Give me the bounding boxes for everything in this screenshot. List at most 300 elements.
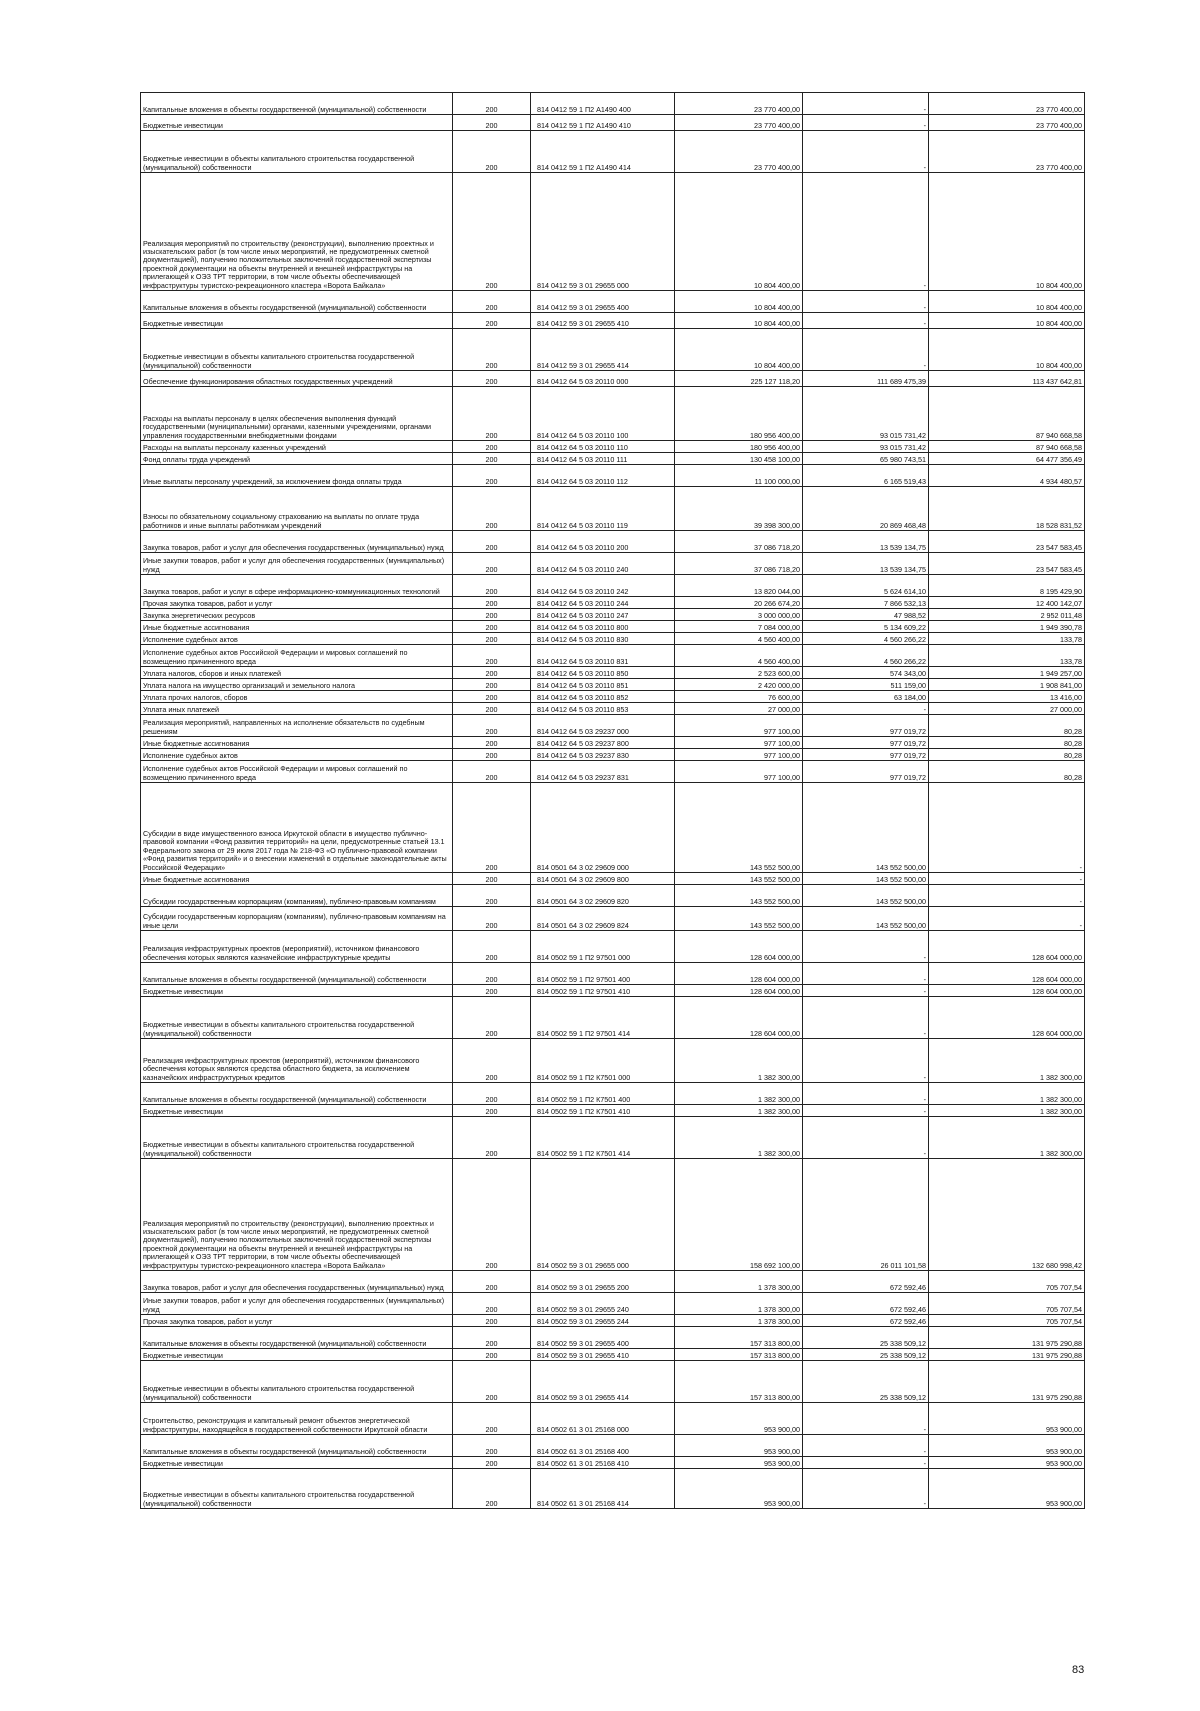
row-name: Закупка товаров, работ и услуг для обеспечения государственных (муниципальных) нужд: [141, 1271, 453, 1293]
row-line-code: 200: [453, 1435, 531, 1457]
row-name: Иные бюджетные ассигнования: [141, 873, 453, 885]
row-executed-amount: 111 689 475,39: [803, 371, 929, 387]
row-line-code: 200: [453, 783, 531, 873]
row-executed-amount: -: [803, 1403, 929, 1435]
table-row: [141, 465, 1085, 487]
row-classification-code: 814 0502 59 3 01 29655 240: [531, 1293, 675, 1315]
row-approved-amount: 1 382 300,00: [675, 1105, 803, 1117]
row-name: Исполнение судебных актов Российской Федерации и мировых соглашений по возмещению причиненного вреда: [141, 645, 453, 667]
row-name: Бюджетные инвестиции: [141, 313, 453, 329]
row-unexecuted-amount: 1 382 300,00: [929, 1083, 1085, 1105]
row-unexecuted-amount: -: [929, 873, 1085, 885]
row-unexecuted-amount: 64 477 356,49: [929, 453, 1085, 465]
row-executed-amount: 25 338 509,12: [803, 1361, 929, 1403]
row-name: Обеспечение функционирования областных государственных учреждений: [141, 371, 453, 387]
row-unexecuted-amount: 131 975 290,88: [929, 1361, 1085, 1403]
row-line-code: 200: [453, 667, 531, 679]
row-classification-code: 814 0502 59 1 П2 97501 000: [531, 931, 675, 963]
row-approved-amount: 128 604 000,00: [675, 963, 803, 985]
row-approved-amount: 37 086 718,20: [675, 553, 803, 575]
row-approved-amount: 225 127 118,20: [675, 371, 803, 387]
row-line-code: 200: [453, 1105, 531, 1117]
row-classification-code: 814 0412 64 5 03 20110 000: [531, 371, 675, 387]
row-approved-amount: 977 100,00: [675, 715, 803, 737]
row-approved-amount: 977 100,00: [675, 761, 803, 783]
table-row: [141, 609, 1085, 621]
row-classification-code: 814 0412 64 5 03 20110 111: [531, 453, 675, 465]
row-approved-amount: 128 604 000,00: [675, 931, 803, 963]
row-name: Реализация мероприятий по строительству (реконструкции), выполнению проектных и изыскательских работ (в том числе иных мероприятий, не предусмотренных сметной документацией), получению положительных заключений государственной экспертизы проектной документации на объекты внутренней и внешней инфраструктуры на прилегающей к ОЭЗ ТРТ территории, в том числе объекты обеспечивающей инфраструктуры туристско-рекреационного кластера «Ворота Байкала»: [141, 1159, 453, 1271]
row-classification-code: 814 0502 59 1 П2 97501 410: [531, 985, 675, 997]
table-row: [141, 1403, 1085, 1435]
row-approved-amount: 977 100,00: [675, 737, 803, 749]
table-row: [141, 737, 1085, 749]
table-row: [141, 1105, 1085, 1117]
row-unexecuted-amount: -: [929, 885, 1085, 907]
row-name: Капитальные вложения в объекты государственной (муниципальной) собственности: [141, 93, 453, 115]
row-executed-amount: 6 165 519,43: [803, 465, 929, 487]
table-row: [141, 715, 1085, 737]
row-line-code: 200: [453, 691, 531, 703]
row-name: Бюджетные инвестиции в объекты капитального строительства государственной (муниципальной) собственности: [141, 1469, 453, 1509]
table-row: [141, 441, 1085, 453]
row-line-code: 200: [453, 885, 531, 907]
table-row: [141, 115, 1085, 131]
row-executed-amount: 977 019,72: [803, 761, 929, 783]
row-name: Субсидии государственным корпорациям (компаниям), публично-правовым компаниям на иные цели: [141, 907, 453, 931]
row-classification-code: 814 0412 64 5 03 29237 831: [531, 761, 675, 783]
row-name: Бюджетные инвестиции в объекты капитального строительства государственной (муниципальной) собственности: [141, 1117, 453, 1159]
row-name: Исполнение судебных актов: [141, 749, 453, 761]
row-executed-amount: 25 338 509,12: [803, 1327, 929, 1349]
row-unexecuted-amount: 132 680 998,42: [929, 1159, 1085, 1271]
row-approved-amount: 2 420 000,00: [675, 679, 803, 691]
row-classification-code: 814 0502 61 3 01 25168 414: [531, 1469, 675, 1509]
row-approved-amount: 37 086 718,20: [675, 531, 803, 553]
row-name: Капитальные вложения в объекты государственной (муниципальной) собственности: [141, 1327, 453, 1349]
row-name: Уплата прочих налогов, сборов: [141, 691, 453, 703]
row-approved-amount: 76 600,00: [675, 691, 803, 703]
row-line-code: 200: [453, 931, 531, 963]
row-unexecuted-amount: 128 604 000,00: [929, 997, 1085, 1039]
row-unexecuted-amount: 13 416,00: [929, 691, 1085, 703]
row-executed-amount: -: [803, 115, 929, 131]
row-executed-amount: 63 184,00: [803, 691, 929, 703]
row-line-code: 200: [453, 115, 531, 131]
table-row: [141, 531, 1085, 553]
row-classification-code: 814 0502 59 3 01 29655 410: [531, 1349, 675, 1361]
row-classification-code: 814 0412 59 3 01 29655 414: [531, 329, 675, 371]
row-line-code: 200: [453, 465, 531, 487]
row-name: Капитальные вложения в объекты государственной (муниципальной) собственности: [141, 1435, 453, 1457]
row-approved-amount: 1 382 300,00: [675, 1039, 803, 1083]
row-approved-amount: 39 398 300,00: [675, 487, 803, 531]
row-executed-amount: 4 560 266,22: [803, 645, 929, 667]
row-executed-amount: 13 539 134,75: [803, 553, 929, 575]
row-line-code: 200: [453, 761, 531, 783]
row-unexecuted-amount: 80,28: [929, 749, 1085, 761]
table-row: [141, 633, 1085, 645]
row-classification-code: 814 0412 64 5 03 20110 112: [531, 465, 675, 487]
row-executed-amount: -: [803, 291, 929, 313]
row-approved-amount: 3 000 000,00: [675, 609, 803, 621]
row-executed-amount: -: [803, 703, 929, 715]
row-name: Реализация инфраструктурных проектов (мероприятий), источником финансового обеспечения которых являются средства областного бюджета, за исключением казначейских инфраструктурных кредитов: [141, 1039, 453, 1083]
row-classification-code: 814 0412 59 3 01 29655 000: [531, 173, 675, 291]
row-unexecuted-amount: 87 940 668,58: [929, 441, 1085, 453]
row-executed-amount: 7 866 532,13: [803, 597, 929, 609]
table-row: [141, 873, 1085, 885]
row-line-code: 200: [453, 1361, 531, 1403]
row-classification-code: 814 0502 61 3 01 25168 400: [531, 1435, 675, 1457]
row-classification-code: 814 0412 64 5 03 20110 852: [531, 691, 675, 703]
row-line-code: 200: [453, 131, 531, 173]
row-unexecuted-amount: 1 949 257,00: [929, 667, 1085, 679]
row-approved-amount: 953 900,00: [675, 1469, 803, 1509]
table-row: [141, 387, 1085, 441]
row-approved-amount: 953 900,00: [675, 1435, 803, 1457]
row-line-code: 200: [453, 453, 531, 465]
row-classification-code: 814 0502 59 1 П2 К7501 410: [531, 1105, 675, 1117]
row-classification-code: 814 0412 64 5 03 29237 800: [531, 737, 675, 749]
row-classification-code: 814 0412 64 5 03 20110 831: [531, 645, 675, 667]
row-unexecuted-amount: 128 604 000,00: [929, 985, 1085, 997]
table-row: [141, 645, 1085, 667]
row-unexecuted-amount: 80,28: [929, 737, 1085, 749]
row-executed-amount: 26 011 101,58: [803, 1159, 929, 1271]
row-unexecuted-amount: 23 770 400,00: [929, 115, 1085, 131]
row-line-code: 200: [453, 1457, 531, 1469]
row-line-code: 200: [453, 873, 531, 885]
row-unexecuted-amount: 1 382 300,00: [929, 1105, 1085, 1117]
table-row: [141, 997, 1085, 1039]
row-name: Строительство, реконструкция и капитальный ремонт объектов энергетической инфраструктуры, находящейся в государственной собственности Иркутской области: [141, 1403, 453, 1435]
row-executed-amount: 93 015 731,42: [803, 387, 929, 441]
row-line-code: 200: [453, 1293, 531, 1315]
row-executed-amount: 977 019,72: [803, 737, 929, 749]
row-line-code: 200: [453, 1271, 531, 1293]
table-row: [141, 1435, 1085, 1457]
row-line-code: 200: [453, 715, 531, 737]
row-unexecuted-amount: 27 000,00: [929, 703, 1085, 715]
row-approved-amount: 1 378 300,00: [675, 1293, 803, 1315]
row-line-code: 200: [453, 1039, 531, 1083]
row-classification-code: 814 0412 59 1 П2 А1490 414: [531, 131, 675, 173]
row-approved-amount: 10 804 400,00: [675, 329, 803, 371]
row-unexecuted-amount: 87 940 668,58: [929, 387, 1085, 441]
row-classification-code: 814 0502 59 3 01 29655 200: [531, 1271, 675, 1293]
table-row: [141, 1315, 1085, 1327]
row-approved-amount: 953 900,00: [675, 1457, 803, 1469]
table-row: [141, 1293, 1085, 1315]
row-line-code: 200: [453, 487, 531, 531]
row-classification-code: 814 0412 64 5 03 20110 244: [531, 597, 675, 609]
row-executed-amount: -: [803, 1435, 929, 1457]
row-line-code: 200: [453, 1315, 531, 1327]
row-classification-code: 814 0412 64 5 03 20110 110: [531, 441, 675, 453]
row-executed-amount: 47 988,52: [803, 609, 929, 621]
table-row: [141, 907, 1085, 931]
row-classification-code: 814 0502 59 3 01 29655 000: [531, 1159, 675, 1271]
row-classification-code: 814 0502 59 3 01 29655 244: [531, 1315, 675, 1327]
page-number: 83: [1072, 1664, 1085, 1676]
table-row: [141, 703, 1085, 715]
row-name: Уплата налога на имущество организаций и земельного налога: [141, 679, 453, 691]
row-name: Уплата иных платежей: [141, 703, 453, 715]
row-classification-code: 814 0501 64 3 02 29609 820: [531, 885, 675, 907]
row-unexecuted-amount: 953 900,00: [929, 1457, 1085, 1469]
table-row: [141, 679, 1085, 691]
row-unexecuted-amount: 23 547 583,45: [929, 531, 1085, 553]
table-row: [141, 985, 1085, 997]
row-approved-amount: 1 382 300,00: [675, 1117, 803, 1159]
table-row: [141, 173, 1085, 291]
row-line-code: 200: [453, 329, 531, 371]
table-row: [141, 1327, 1085, 1349]
row-line-code: 200: [453, 597, 531, 609]
row-executed-amount: 143 552 500,00: [803, 873, 929, 885]
row-line-code: 200: [453, 749, 531, 761]
table-row: [141, 1271, 1085, 1293]
row-line-code: 200: [453, 997, 531, 1039]
row-executed-amount: 93 015 731,42: [803, 441, 929, 453]
row-unexecuted-amount: 133,78: [929, 645, 1085, 667]
row-classification-code: 814 0412 64 5 03 20110 830: [531, 633, 675, 645]
row-classification-code: 814 0412 64 5 03 29237 830: [531, 749, 675, 761]
row-unexecuted-amount: 131 975 290,88: [929, 1349, 1085, 1361]
row-line-code: 200: [453, 609, 531, 621]
row-name: Взносы по обязательному социальному страхованию на выплаты по оплате труда работников и иные выплаты работникам учреждений: [141, 487, 453, 531]
table-row: [141, 1361, 1085, 1403]
row-name: Закупка энергетических ресурсов: [141, 609, 453, 621]
row-classification-code: 814 0412 59 3 01 29655 410: [531, 313, 675, 329]
row-approved-amount: 23 770 400,00: [675, 131, 803, 173]
row-unexecuted-amount: 1 949 390,78: [929, 621, 1085, 633]
row-executed-amount: -: [803, 173, 929, 291]
row-classification-code: 814 0501 64 3 02 29609 800: [531, 873, 675, 885]
row-executed-amount: 511 159,00: [803, 679, 929, 691]
row-approved-amount: 953 900,00: [675, 1403, 803, 1435]
row-line-code: 200: [453, 645, 531, 667]
row-executed-amount: -: [803, 1105, 929, 1117]
row-unexecuted-amount: 128 604 000,00: [929, 963, 1085, 985]
row-executed-amount: 672 592,46: [803, 1315, 929, 1327]
row-classification-code: 814 0412 64 5 03 20110 119: [531, 487, 675, 531]
row-approved-amount: 977 100,00: [675, 749, 803, 761]
table-row: [141, 621, 1085, 633]
row-name: Закупка товаров, работ и услуг для обеспечения государственных (муниципальных) нужд: [141, 531, 453, 553]
row-executed-amount: 143 552 500,00: [803, 783, 929, 873]
row-classification-code: 814 0412 64 5 03 20110 853: [531, 703, 675, 715]
row-approved-amount: 1 378 300,00: [675, 1315, 803, 1327]
row-approved-amount: 7 084 000,00: [675, 621, 803, 633]
table-row: [141, 371, 1085, 387]
table-row: [141, 667, 1085, 679]
row-unexecuted-amount: 4 934 480,57: [929, 465, 1085, 487]
row-line-code: 200: [453, 291, 531, 313]
row-executed-amount: 977 019,72: [803, 715, 929, 737]
row-unexecuted-amount: 705 707,54: [929, 1271, 1085, 1293]
row-approved-amount: 10 804 400,00: [675, 291, 803, 313]
row-classification-code: 814 0412 59 1 П2 А1490 400: [531, 93, 675, 115]
row-name: Бюджетные инвестиции: [141, 115, 453, 131]
row-approved-amount: 130 458 100,00: [675, 453, 803, 465]
row-classification-code: 814 0412 64 5 03 20110 100: [531, 387, 675, 441]
row-name: Капитальные вложения в объекты государственной (муниципальной) собственности: [141, 291, 453, 313]
row-name: Бюджетные инвестиции в объекты капитального строительства государственной (муниципальной) собственности: [141, 329, 453, 371]
row-name: Бюджетные инвестиции: [141, 1105, 453, 1117]
row-name: Фонд оплаты труда учреждений: [141, 453, 453, 465]
row-line-code: 200: [453, 1083, 531, 1105]
table-row: [141, 761, 1085, 783]
table-row: [141, 487, 1085, 531]
row-executed-amount: 25 338 509,12: [803, 1349, 929, 1361]
row-classification-code: 814 0412 64 5 03 20110 240: [531, 553, 675, 575]
row-executed-amount: -: [803, 1039, 929, 1083]
row-executed-amount: 574 343,00: [803, 667, 929, 679]
row-executed-amount: -: [803, 997, 929, 1039]
row-classification-code: 814 0501 64 3 02 29609 824: [531, 907, 675, 931]
table-row: [141, 1039, 1085, 1083]
row-unexecuted-amount: 23 770 400,00: [929, 131, 1085, 173]
row-unexecuted-amount: 2 952 011,48: [929, 609, 1085, 621]
row-approved-amount: 1 378 300,00: [675, 1271, 803, 1293]
row-name: Исполнение судебных актов Российской Федерации и мировых соглашений по возмещению причиненного вреда: [141, 761, 453, 783]
row-executed-amount: 13 539 134,75: [803, 531, 929, 553]
row-line-code: 200: [453, 737, 531, 749]
row-line-code: 200: [453, 907, 531, 931]
row-executed-amount: 5 624 614,10: [803, 575, 929, 597]
row-name: Расходы на выплаты персоналу в целях обеспечения выполнения функций государственными (муниципальными) органами, казенными учреждениями, органами управления государственными внебюджетными фондами: [141, 387, 453, 441]
row-line-code: 200: [453, 93, 531, 115]
table-row: [141, 131, 1085, 173]
row-approved-amount: 143 552 500,00: [675, 885, 803, 907]
row-line-code: 200: [453, 621, 531, 633]
row-executed-amount: 65 980 743,51: [803, 453, 929, 465]
row-unexecuted-amount: 12 400 142,07: [929, 597, 1085, 609]
row-executed-amount: -: [803, 931, 929, 963]
row-executed-amount: -: [803, 963, 929, 985]
row-classification-code: 814 0502 59 1 П2 К7501 000: [531, 1039, 675, 1083]
row-executed-amount: 143 552 500,00: [803, 907, 929, 931]
row-name: Реализация мероприятий по строительству (реконструкции), выполнению проектных и изыскательских работ (в том числе иных мероприятий, не предусмотренных сметной документацией), получению положительных заключений государственной экспертизы проектной документации на объекты внутренней и внешней инфраструктуры на прилегающей к ОЭЗ ТРТ территории, в том числе объекты обеспечивающей инфраструктуры туристско-рекреационного кластера «Ворота Байкала»: [141, 173, 453, 291]
row-unexecuted-amount: 80,28: [929, 715, 1085, 737]
row-line-code: 200: [453, 441, 531, 453]
row-line-code: 200: [453, 963, 531, 985]
row-classification-code: 814 0412 64 5 03 20110 242: [531, 575, 675, 597]
row-approved-amount: 158 692 100,00: [675, 1159, 803, 1271]
row-unexecuted-amount: 23 770 400,00: [929, 93, 1085, 115]
row-classification-code: 814 0412 59 3 01 29655 400: [531, 291, 675, 313]
row-approved-amount: 20 266 674,20: [675, 597, 803, 609]
row-executed-amount: -: [803, 329, 929, 371]
row-unexecuted-amount: 1 382 300,00: [929, 1039, 1085, 1083]
row-classification-code: 814 0412 64 5 03 20110 850: [531, 667, 675, 679]
table-row: [141, 313, 1085, 329]
row-name: Прочая закупка товаров, работ и услуг: [141, 1315, 453, 1327]
table-row: [141, 291, 1085, 313]
table-row: [141, 453, 1085, 465]
row-classification-code: 814 0502 61 3 01 25168 410: [531, 1457, 675, 1469]
row-name: Расходы на выплаты персоналу казенных учреждений: [141, 441, 453, 453]
budget-execution-table: [140, 92, 1085, 1509]
row-name: Исполнение судебных актов: [141, 633, 453, 645]
row-name: Бюджетные инвестиции: [141, 1349, 453, 1361]
row-classification-code: 814 0502 61 3 01 25168 000: [531, 1403, 675, 1435]
row-classification-code: 814 0412 64 5 03 20110 200: [531, 531, 675, 553]
row-unexecuted-amount: 18 528 831,52: [929, 487, 1085, 531]
row-approved-amount: 2 523 600,00: [675, 667, 803, 679]
row-executed-amount: -: [803, 1469, 929, 1509]
table-row: [141, 575, 1085, 597]
row-unexecuted-amount: 113 437 642,81: [929, 371, 1085, 387]
row-executed-amount: 672 592,46: [803, 1293, 929, 1315]
table-body: [141, 93, 1085, 1509]
row-approved-amount: 1 382 300,00: [675, 1083, 803, 1105]
row-classification-code: 814 0502 59 1 П2 К7501 414: [531, 1117, 675, 1159]
table-row: [141, 1469, 1085, 1509]
row-name: Уплата налогов, сборов и иных платежей: [141, 667, 453, 679]
row-line-code: 200: [453, 679, 531, 691]
row-unexecuted-amount: 953 900,00: [929, 1435, 1085, 1457]
table-row: [141, 783, 1085, 873]
row-approved-amount: 180 956 400,00: [675, 387, 803, 441]
row-line-code: 200: [453, 1469, 531, 1509]
row-approved-amount: 157 313 800,00: [675, 1361, 803, 1403]
row-name: Реализация мероприятий, направленных на исполнение обязательств по судебным решениям: [141, 715, 453, 737]
row-line-code: 200: [453, 387, 531, 441]
row-line-code: 200: [453, 633, 531, 645]
row-classification-code: 814 0502 59 3 01 29655 400: [531, 1327, 675, 1349]
row-name: Бюджетные инвестиции: [141, 985, 453, 997]
row-name: Капитальные вложения в объекты государственной (муниципальной) собственности: [141, 963, 453, 985]
row-approved-amount: 180 956 400,00: [675, 441, 803, 453]
table-row: [141, 691, 1085, 703]
row-approved-amount: 23 770 400,00: [675, 115, 803, 131]
row-line-code: 200: [453, 575, 531, 597]
row-name: Субсидии в виде имущественного взноса Иркутской области в имущество публично-правовой компании «Фонд развития территорий» на цели, предусмотренные статьей 13.1 Федерального закона от 29 июля 2017 года № 218-ФЗ «О публично-правовой компании «Фонд развития территорий» и о внесении изменений в отдельные законодательные акты Российской Федерации»: [141, 783, 453, 873]
row-approved-amount: 4 560 400,00: [675, 645, 803, 667]
row-name: Бюджетные инвестиции: [141, 1457, 453, 1469]
row-unexecuted-amount: 10 804 400,00: [929, 329, 1085, 371]
row-unexecuted-amount: 705 707,54: [929, 1315, 1085, 1327]
table-row: [141, 963, 1085, 985]
row-line-code: 200: [453, 173, 531, 291]
table-row: [141, 1083, 1085, 1105]
row-approved-amount: 143 552 500,00: [675, 783, 803, 873]
row-approved-amount: 27 000,00: [675, 703, 803, 715]
row-unexecuted-amount: 10 804 400,00: [929, 291, 1085, 313]
row-unexecuted-amount: 705 707,54: [929, 1293, 1085, 1315]
table-row: [141, 1159, 1085, 1271]
row-approved-amount: 10 804 400,00: [675, 173, 803, 291]
row-unexecuted-amount: 8 195 429,90: [929, 575, 1085, 597]
row-classification-code: 814 0412 64 5 03 20110 247: [531, 609, 675, 621]
row-classification-code: 814 0501 64 3 02 29609 000: [531, 783, 675, 873]
row-name: Иные бюджетные ассигнования: [141, 621, 453, 633]
row-unexecuted-amount: 133,78: [929, 633, 1085, 645]
row-approved-amount: 13 820 044,00: [675, 575, 803, 597]
table-row: [141, 749, 1085, 761]
row-line-code: 200: [453, 531, 531, 553]
row-unexecuted-amount: -: [929, 907, 1085, 931]
row-approved-amount: 143 552 500,00: [675, 873, 803, 885]
table-row: [141, 1457, 1085, 1469]
row-line-code: 200: [453, 553, 531, 575]
row-classification-code: 814 0502 59 1 П2 97501 400: [531, 963, 675, 985]
row-executed-amount: -: [803, 131, 929, 173]
row-name: Бюджетные инвестиции в объекты капитального строительства государственной (муниципальной) собственности: [141, 997, 453, 1039]
